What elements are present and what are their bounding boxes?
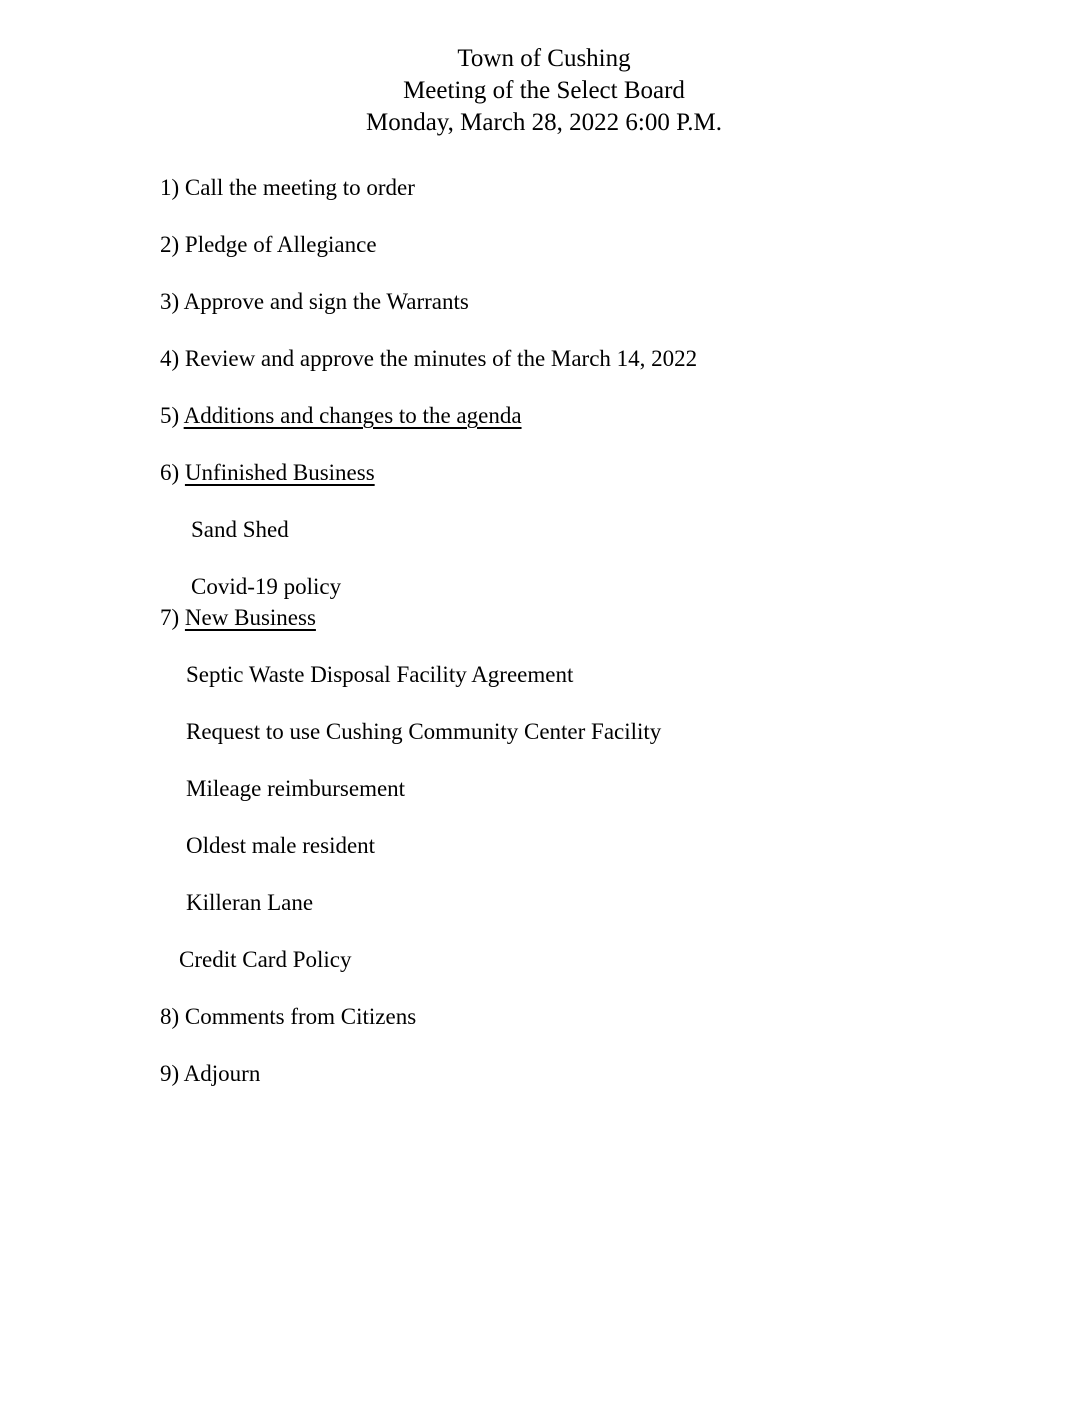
agenda-item-number: 1) [160, 175, 180, 200]
agenda-item [160, 602, 1088, 633]
agenda-item-text: Additions and changes to the agenda [183, 403, 522, 428]
agenda-subitem-text: Covid-19 policy [191, 574, 342, 599]
agenda-item-text: Review and approve the minutes of the March 14, 2022 [184, 346, 698, 371]
header-date-line: Monday, March 28, 2022 6:00 P.M. [365, 109, 722, 136]
agenda-subitem-text: Killeran Lane [186, 890, 314, 915]
agenda-item-number: 3) [160, 289, 180, 314]
agenda-item [160, 286, 1088, 317]
agenda-item-number: 9) [160, 1061, 180, 1086]
agenda-subitem [179, 944, 1088, 975]
agenda-subitem [191, 571, 1088, 602]
agenda-subitem [191, 514, 1088, 545]
agenda-item [160, 1001, 1088, 1032]
agenda-item-number: 5) [160, 403, 180, 428]
agenda-item-number: 4) [160, 346, 180, 371]
agenda-item [160, 343, 1088, 374]
agenda-list [0, 172, 1088, 1089]
agenda-subitem [186, 659, 1088, 690]
agenda-subitem-text: Oldest male resident [186, 833, 376, 858]
agenda-subitem [186, 773, 1088, 804]
agenda-subitem [186, 830, 1088, 861]
agenda-item-text: Unfinished Business [184, 460, 375, 485]
agenda-subitem [186, 887, 1088, 918]
header-meeting-line: Meeting of the Select Board [403, 77, 685, 104]
agenda-item-number: 2) [160, 232, 180, 257]
agenda-item [160, 400, 1088, 431]
agenda-item [160, 172, 1088, 203]
agenda-subitem-text: Sand Shed [191, 517, 289, 542]
agenda-item-text: Comments from Citizens [184, 1004, 417, 1029]
agenda-item-text: New Business [184, 605, 316, 630]
agenda-item-text: Call the meeting to order [184, 175, 415, 200]
document-header [0, 0, 1088, 139]
agenda-subitem [186, 716, 1088, 747]
agenda-subitem-text: Request to use Cushing Community Center Facility [186, 719, 662, 744]
agenda-subitem-text: Credit Card Policy [179, 947, 352, 972]
agenda-item-number: 6) [160, 460, 180, 485]
agenda-item [160, 229, 1088, 260]
agenda-item-number: 7) [160, 605, 180, 630]
agenda-item [160, 1058, 1088, 1089]
agenda-item-text: Pledge of Allegiance [184, 232, 377, 257]
agenda-subitem-text: Mileage reimbursement [186, 776, 406, 801]
header-town-line: Town of Cushing [457, 45, 631, 72]
agenda-subitem-text: Septic Waste Disposal Facility Agreement [186, 662, 574, 687]
agenda-item-number: 8) [160, 1004, 180, 1029]
agenda-item [160, 457, 1088, 488]
agenda-item-text: Adjourn [183, 1061, 261, 1086]
agenda-item-text: Approve and sign the Warrants [183, 289, 469, 314]
